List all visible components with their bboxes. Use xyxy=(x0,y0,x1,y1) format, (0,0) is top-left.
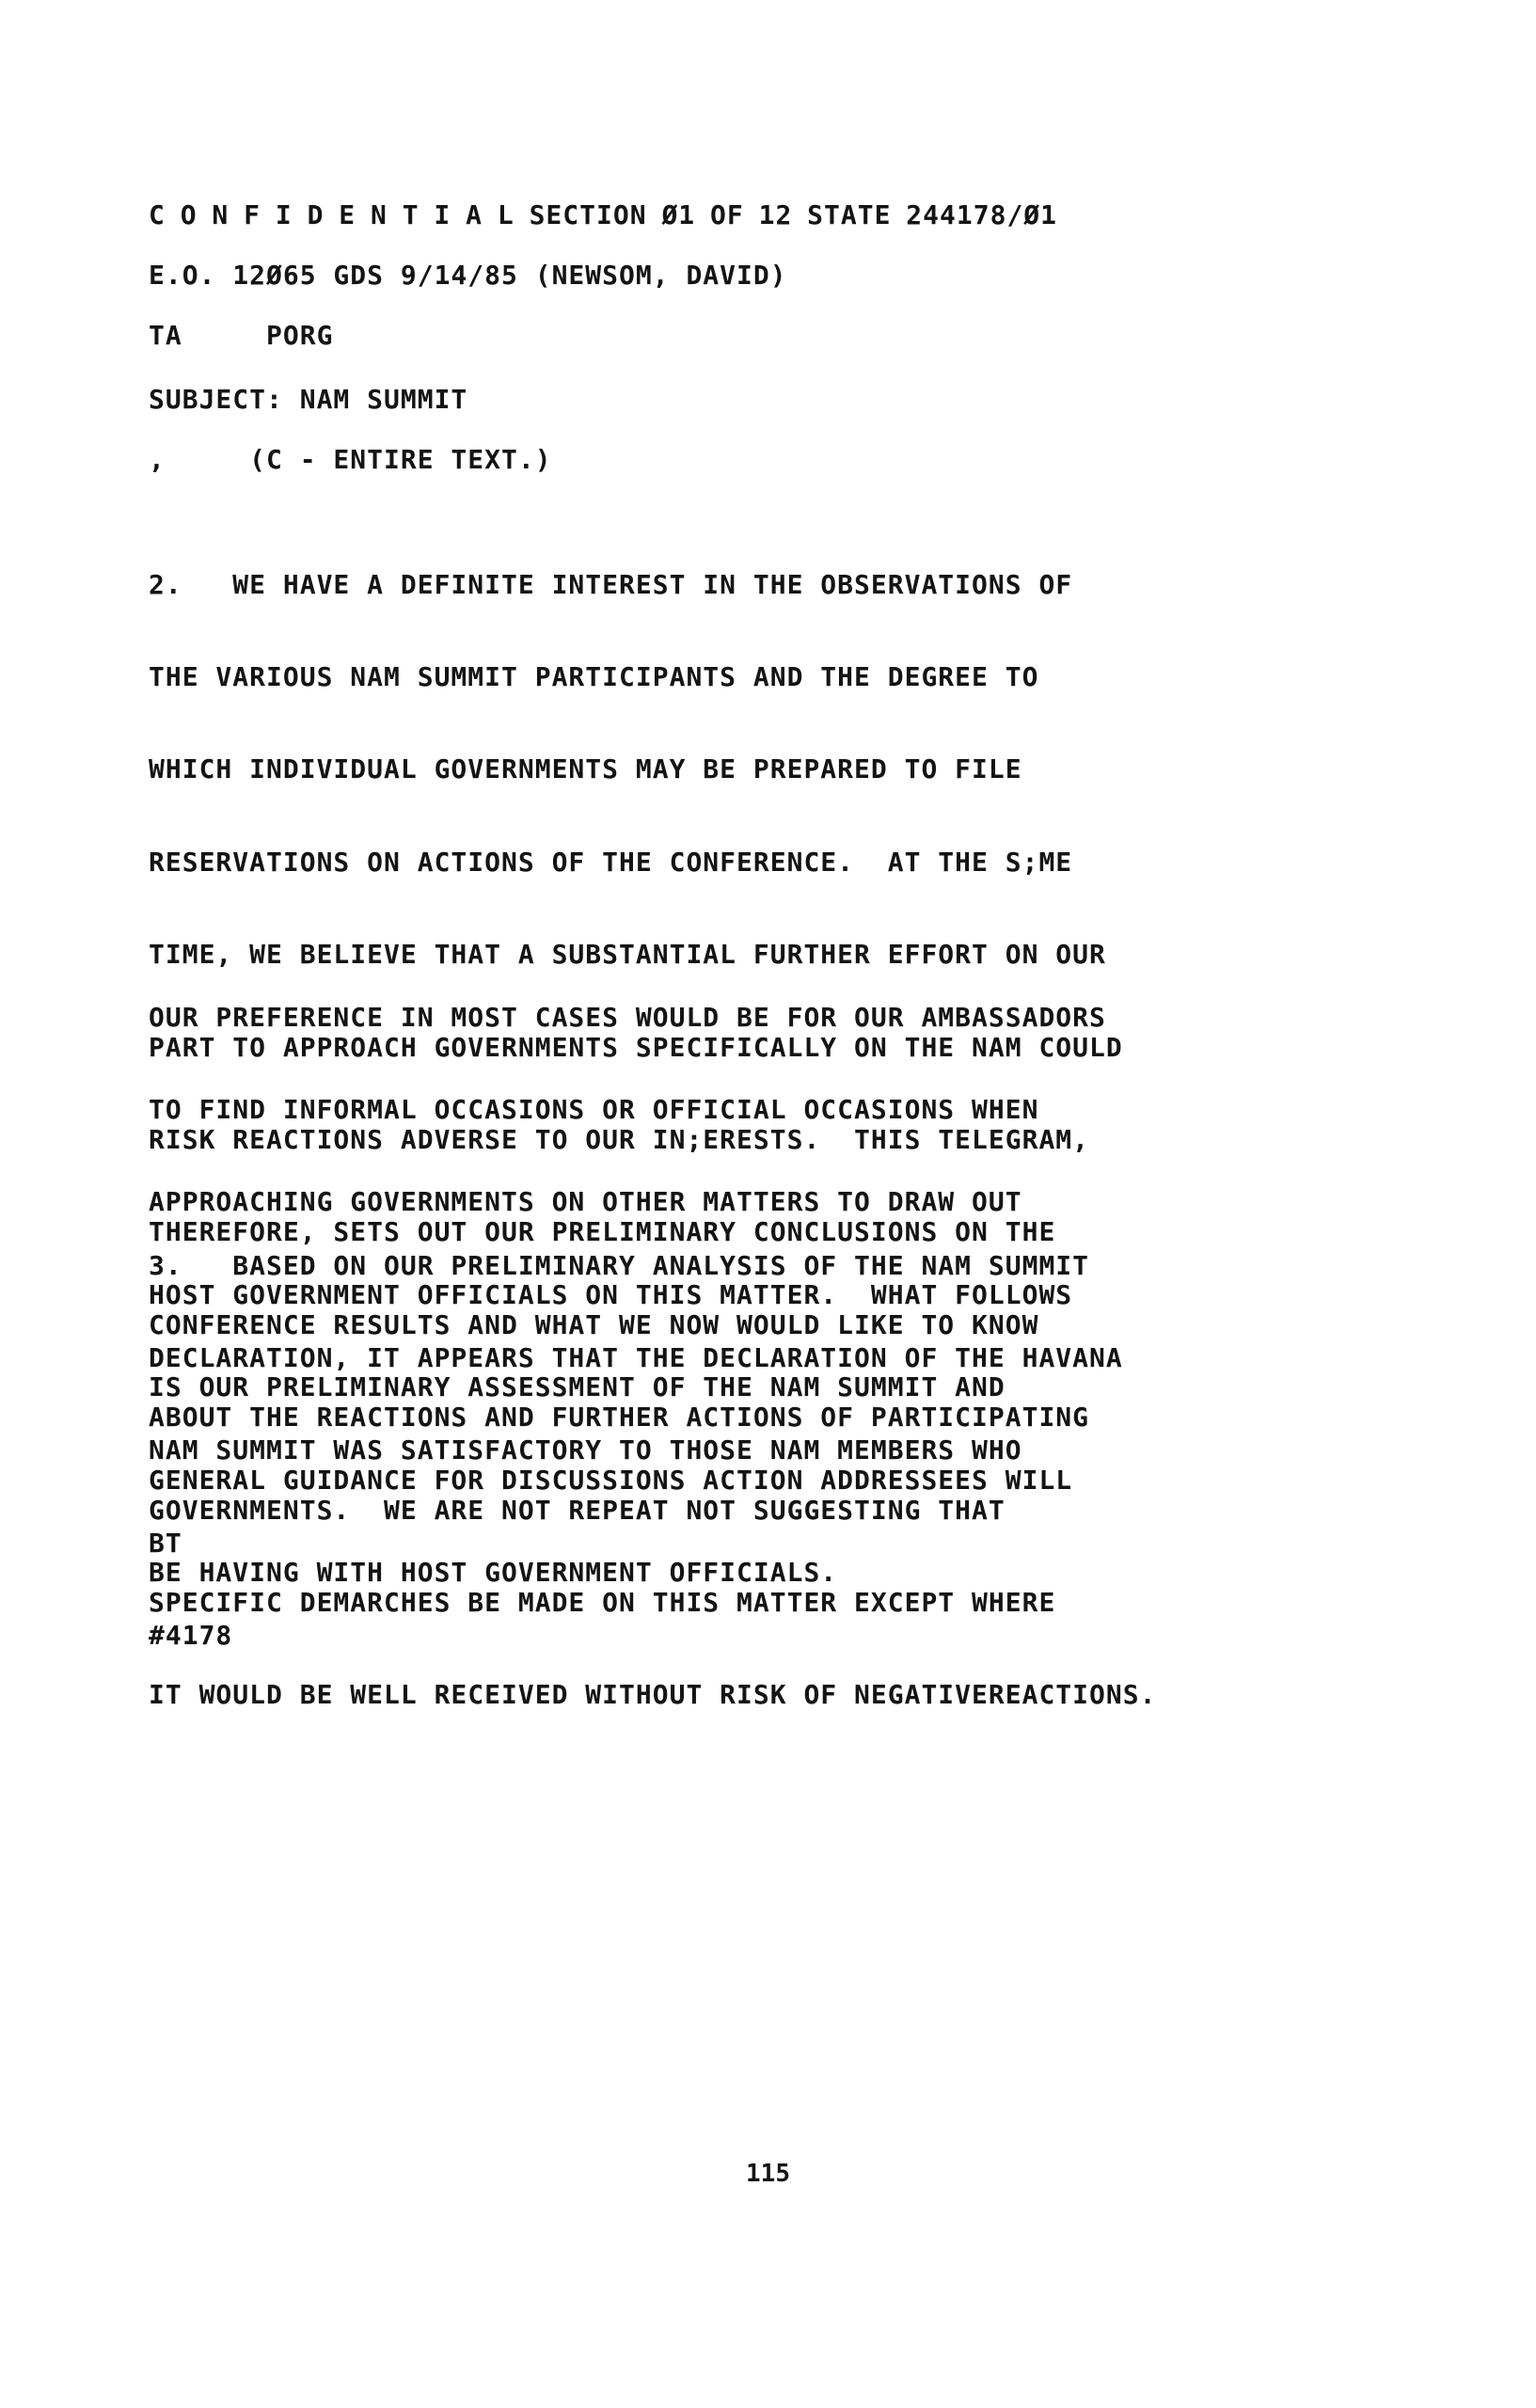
text-line: RISK REACTIONS ADVERSE TO OUR IN;ERESTS. THIS TELEGRAM, xyxy=(149,1123,1090,1155)
text-line: WHICH INDIVIDUAL GOVERNMENTS MAY BE PREPARED TO FILE xyxy=(149,753,1022,785)
paragraph-1-line: , (C - ENTIRE TEXT.) xyxy=(149,444,552,475)
text-line: PART TO APPROACH GOVERNMENTS SPECIFICALLY ON THE NAM COULD xyxy=(149,1031,1123,1063)
page-number: 115 xyxy=(746,2160,790,2188)
text-line: ABOUT THE REACTIONS AND FURTHER ACTIONS OF PARTICIPATING xyxy=(149,1402,1090,1434)
text-line: HOST GOVERNMENT OFFICIALS ON THIS MATTER. WHAT FOLLOWS xyxy=(149,1278,1073,1310)
text-line: TIME, WE BELIEVE THAT A SUBSTANTIAL FURTHER EFFORT ON OUR xyxy=(149,939,1106,971)
text-line: IT WOULD BE WELL RECEIVED WITHOUT RISK OF NEGATIVEREACTIONS. xyxy=(149,1679,1157,1711)
text-line: APPROACHING GOVERNMENTS ON OTHER MATTERS TO DRAW OUT xyxy=(149,1186,1022,1218)
paragraph-4 xyxy=(149,1186,1123,1714)
tags-line: TA PORG xyxy=(149,320,334,351)
text-line: SPECIFIC DEMARCHES BE MADE ON THIS MATTER EXCEPT WHERE xyxy=(149,1586,1056,1618)
text-line: THEREFORE, SETS OUT OUR PRELIMINARY CONCLUSIONS ON THE xyxy=(149,1216,1056,1248)
eo-line: E.O. 12Ø65 GDS 9/14/85 (NEWSOM, DAVID) xyxy=(149,260,787,291)
text-line: GENERAL GUIDANCE FOR DISCUSSIONS ACTION ADDRESSEES WILL xyxy=(149,1464,1073,1496)
text-line: TO FIND INFORMAL OCCASIONS OR OFFICIAL OCCASIONS WHEN xyxy=(149,1093,1039,1125)
subject-line: SUBJECT: NAM SUMMIT xyxy=(149,384,468,415)
text-line: THE VARIOUS NAM SUMMIT PARTICIPANTS AND THE DEGREE TO xyxy=(149,660,1039,692)
text-line: NAM SUMMIT WAS SATISFACTORY TO THOSE NAM MEMBERS WHO xyxy=(149,1434,1022,1466)
end-marker: BT xyxy=(149,1527,182,1559)
classification-line: C O N F I D E N T I A L SECTION Ø1 OF 12 STATE 244178/Ø1 xyxy=(149,199,1058,230)
text-line: RESERVATIONS ON ACTIONS OF THE CONFERENCE. AT THE S;ME xyxy=(149,846,1073,878)
text-line: 2. WE HAVE A DEFINITE INTEREST IN THE OBSERVATIONS OF xyxy=(149,568,1073,600)
text-line: 3. BASED ON OUR PRELIMINARY ANALYSIS OF THE NAM SUMMIT xyxy=(149,1249,1090,1281)
text-line: DECLARATION, IT APPEARS THAT THE DECLARATION OF THE HAVANA xyxy=(149,1341,1123,1373)
text-line: CONFERENCE RESULTS AND WHAT WE NOW WOULD LIKE TO KNOW xyxy=(149,1308,1039,1340)
text-line: OUR PREFERENCE IN MOST CASES WOULD BE FOR OUR AMBASSADORS xyxy=(149,1001,1106,1033)
text-line: BE HAVING WITH HOST GOVERNMENT OFFICIALS. xyxy=(149,1556,838,1588)
text-line: IS OUR PRELIMINARY ASSESSMENT OF THE NAM SUMMIT AND xyxy=(149,1371,1006,1403)
message-number: #4178 xyxy=(149,1620,233,1652)
text-line: GOVERNMENTS. WE ARE NOT REPEAT NOT SUGGESTING THAT xyxy=(149,1494,1006,1526)
